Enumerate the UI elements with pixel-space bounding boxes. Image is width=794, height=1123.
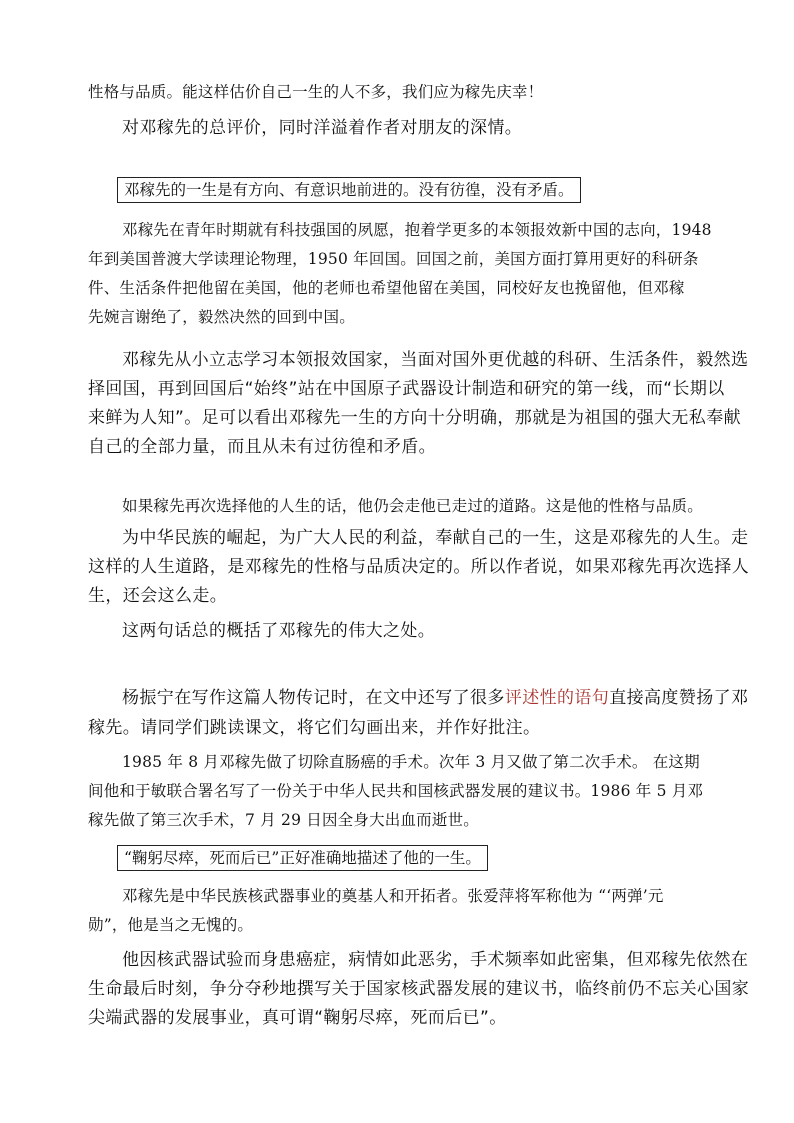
body-text-line: 1985 年 8 月邓稼先做了切除直肠癌的手术。次年 3 月又做了第二次手术。 在这期 (122, 753, 700, 771)
commentary-line: 生，还会这么走。 (88, 586, 228, 606)
task-text: 杨振宁在写作这篇人物传记时，在文中还写了很多 (122, 688, 505, 708)
quote-line: 如果稼先再次选择他的人生的话，他仍会走他已走过的道路。这是他的性格与品质。 (122, 497, 703, 515)
body-text-line: 勋”，他是当之无愧的。 (88, 916, 254, 934)
commentary-line: 自己的全部力量，而且从未有过彷徨和矛盾。 (88, 437, 436, 457)
commentary-line: 邓稼先从小立志学习本领报效国家，当面对国外更优越的科研、生活条件，毅然选 (122, 350, 749, 370)
highlighted-phrase: 评述性的语句 (504, 688, 610, 708)
body-text-line: 邓稼先是中华民族核武器事业的奠基人和开拓者。张爱萍将军称他为 “‘两弹’元 (122, 887, 664, 905)
quote-box: “鞠躬尽瘁，死而后已”正好准确地描述了他的一生。 (117, 845, 488, 871)
commentary-line: 对邓稼先的总评价，同时洋溢着作者对朋友的深情。 (122, 118, 523, 138)
body-text-line: 先婉言谢绝了，毅然决然的回到中国。 (88, 308, 355, 326)
commentary-line: 生命最后时刻，争分夺秒地撰写关于国家核武器发展的建议书，临终前仍不忘关心国家 (88, 979, 750, 999)
commentary-line: 这样的人生道路，是邓稼先的性格与品质决定的。所以作者说，如果邓稼先再次选择人 (88, 557, 750, 577)
commentary-line: 这两句话总的概括了邓稼先的伟大之处。 (122, 621, 436, 641)
task-text: 直接高度赞扬了邓 (609, 688, 749, 708)
body-text-line: 稼先做了第三次手术，7 月 29 日因全身大出血而逝世。 (88, 811, 479, 829)
body-text-line: 年到美国普渡大学读理论物理，1950 年回国。回国之前，美国方面打算用更好的科研条 (88, 250, 699, 268)
commentary-line: 择回国，再到回国后“始终”站在中国原子武器设计制造和研究的第一线，而“长期以 (88, 379, 725, 399)
commentary-line: 为中华民族的崛起，为广大人民的利益，奉献自己的一生，这是邓稼先的人生。走 (122, 528, 749, 548)
commentary-line: 来鲜为人知”。足可以看出邓稼先一生的方向十分明确，那就是为祖国的强大无私奉献 (88, 408, 742, 428)
commentary-line: 他因核武器试验而身患癌症，病情如此恶劣，手术频率如此密集，但邓稼先依然在 (122, 950, 749, 970)
quote-box: 邓稼先的一生是有方向、有意识地前进的。没有彷徨，没有矛盾。 (117, 177, 581, 203)
body-text-line: 件、生活条件把他留在美国，他的老师也希望他留在美国，同校好友也挽留他，但邓稼 (88, 279, 685, 297)
task-line (122, 683, 748, 708)
body-text-line: 性格与品质。能这样估价自己一生的人不多，我们应为稼先庆幸！ (88, 83, 544, 101)
body-text-line: 间他和于敏联合署名写了一份关于中华人民共和国核武器发展的建议书。1986 年 5 月邓 (88, 782, 704, 800)
body-text-line: 邓稼先在青年时期就有科技强国的夙愿，抱着学更多的本领报效新中国的志向，1948 (122, 221, 712, 239)
commentary-line: 尖端武器的发展事业，真可谓“鞠躬尽瘁，死而后已”。 (88, 1008, 507, 1028)
task-line: 稼先。请同学们跳读课文，将它们勾画出来，并作好批注。 (88, 718, 541, 738)
